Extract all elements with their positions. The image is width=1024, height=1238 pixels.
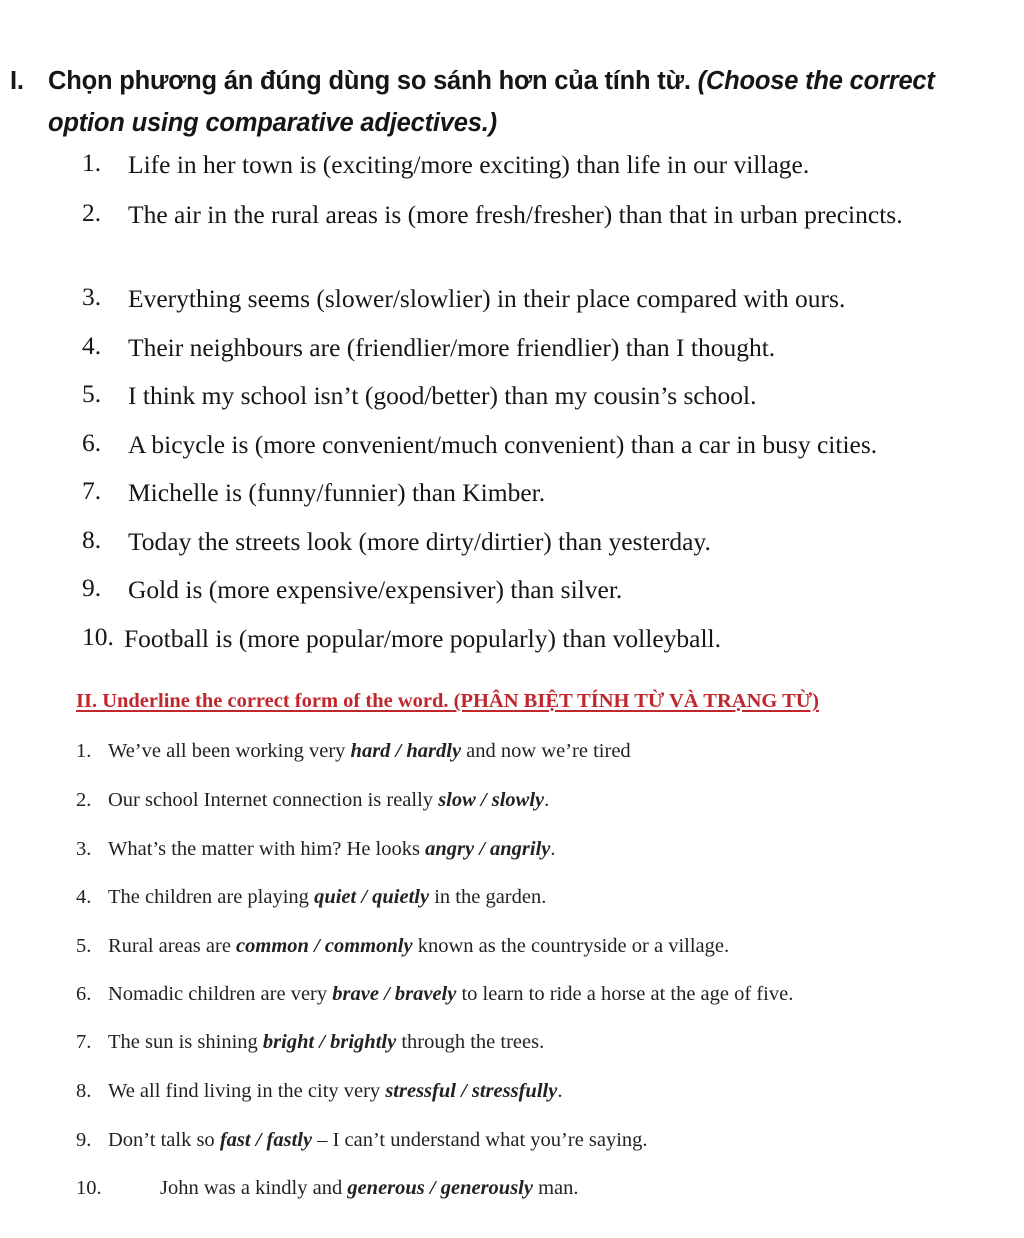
item-text-before: We all find living in the city very xyxy=(108,1080,386,1102)
section-2-item xyxy=(76,1129,648,1152)
section-2-title: II. Underline the correct form of the word. (PHÂN BIỆT TÍNH TỪ VÀ TRẠNG TỪ) xyxy=(76,690,819,712)
item-text: Their neighbours are (friendlier/more friendlier) than I thought. xyxy=(128,333,776,362)
item-text-before: Don’t talk so xyxy=(108,1129,220,1151)
section-2-item xyxy=(76,935,729,958)
item-text-before: The children are playing xyxy=(108,886,315,908)
item-text: Today the streets look (more dirty/dirtier) than yesterday. xyxy=(128,527,711,556)
item-number: 6. xyxy=(76,983,92,1005)
section-2-item xyxy=(76,1031,544,1054)
section-2-item xyxy=(76,983,793,1006)
item-text-after: known as the countryside or a village. xyxy=(412,935,730,957)
item-word-choice[interactable]: fast / fastly xyxy=(219,1129,313,1151)
item-number: 6. xyxy=(82,428,102,457)
item-text: Everything seems (slower/slowlier) in their place compared with ours. xyxy=(128,284,846,313)
item-number: 2. xyxy=(82,198,102,227)
item-number: 4. xyxy=(76,886,92,908)
item-number: 5. xyxy=(76,935,92,957)
item-number: 9. xyxy=(76,1129,92,1151)
item-text-after: and now we’re tired xyxy=(461,740,631,762)
section-2-item xyxy=(76,740,631,763)
section-2-item xyxy=(76,1177,579,1200)
item-number: 3. xyxy=(82,282,102,311)
section-2-item xyxy=(76,1080,562,1103)
section-1-heading xyxy=(10,60,1020,144)
item-text: A bicycle is (more convenient/much convenient) than a car in busy cities. xyxy=(128,430,878,459)
item-text-before: The sun is shining xyxy=(108,1031,263,1053)
section-1-number: I. xyxy=(10,67,24,95)
item-number: 1. xyxy=(76,740,92,762)
item-word-choice[interactable]: angry / angrily xyxy=(425,838,551,860)
section-1-title-en-line1: (Choose the correct xyxy=(697,67,935,95)
item-word-choice[interactable]: common / commonly xyxy=(236,935,413,957)
item-word-choice[interactable]: slow / slowly xyxy=(438,789,545,811)
section-2-item xyxy=(76,789,549,812)
section-2-item xyxy=(76,886,546,909)
item-text-after: . xyxy=(544,789,550,811)
section-1-title-en-line2: option using comparative adjectives.) xyxy=(48,109,497,137)
item-text: Life in her town is (exciting/more exciting) than life in our village. xyxy=(128,150,810,179)
item-word-choice[interactable]: brave / bravely xyxy=(332,983,457,1005)
item-number: 8. xyxy=(76,1080,92,1102)
item-word-choice[interactable]: generous / generously xyxy=(347,1177,533,1199)
item-text: Michelle is (funny/funnier) than Kimber. xyxy=(128,478,546,507)
item-text-before: John was a kindly and xyxy=(160,1177,348,1199)
section-2-item xyxy=(76,838,556,861)
item-text-after: man. xyxy=(532,1177,579,1199)
item-text-after: to learn to ride a horse at the age of five. xyxy=(456,983,794,1005)
item-word-choice[interactable]: quiet / quietly xyxy=(314,886,430,908)
item-word-choice[interactable]: stressful / stressfully xyxy=(385,1080,558,1102)
item-number: 10. xyxy=(76,1177,102,1199)
item-text-after: through the trees. xyxy=(396,1031,545,1053)
item-text-after: . xyxy=(557,1080,563,1102)
item-number: 4. xyxy=(82,331,102,360)
item-number: 7. xyxy=(76,1031,92,1053)
item-text-after: – I can’t understand what you’re saying. xyxy=(312,1129,648,1151)
item-text-after: . xyxy=(550,838,556,860)
item-text: The air in the rural areas is (more fresh/fresher) than that in urban precincts. xyxy=(128,200,903,229)
item-text: I think my school isn’t (good/better) than my cousin’s school. xyxy=(128,381,757,410)
item-text-after: in the garden. xyxy=(429,886,547,908)
section-1-title-vi: Chọn phương án đúng dùng so sánh hơn của tính từ. xyxy=(48,67,691,95)
item-text: Gold is (more expensive/expensiver) than silver. xyxy=(128,575,623,604)
item-number: 7. xyxy=(82,476,102,505)
item-number: 9. xyxy=(82,573,102,602)
item-number: 5. xyxy=(82,379,102,408)
item-number: 3. xyxy=(76,838,92,860)
item-word-choice[interactable]: bright / brightly xyxy=(262,1031,397,1053)
item-number: 8. xyxy=(82,525,102,554)
item-text-before: We’ve all been working very xyxy=(108,740,351,762)
item-number: 10. xyxy=(82,622,114,651)
item-word-choice[interactable]: hard / hardly xyxy=(350,740,462,762)
item-number: 1. xyxy=(82,148,102,177)
item-text-before: What’s the matter with him? He looks xyxy=(108,838,426,860)
item-text-before: Nomadic children are very xyxy=(108,983,333,1005)
item-number: 2. xyxy=(76,789,92,811)
item-text: Football is (more popular/more popularly) than volleyball. xyxy=(124,624,721,653)
item-text-before: Rural areas are xyxy=(108,935,237,957)
item-text-before: Our school Internet connection is really xyxy=(108,789,439,811)
